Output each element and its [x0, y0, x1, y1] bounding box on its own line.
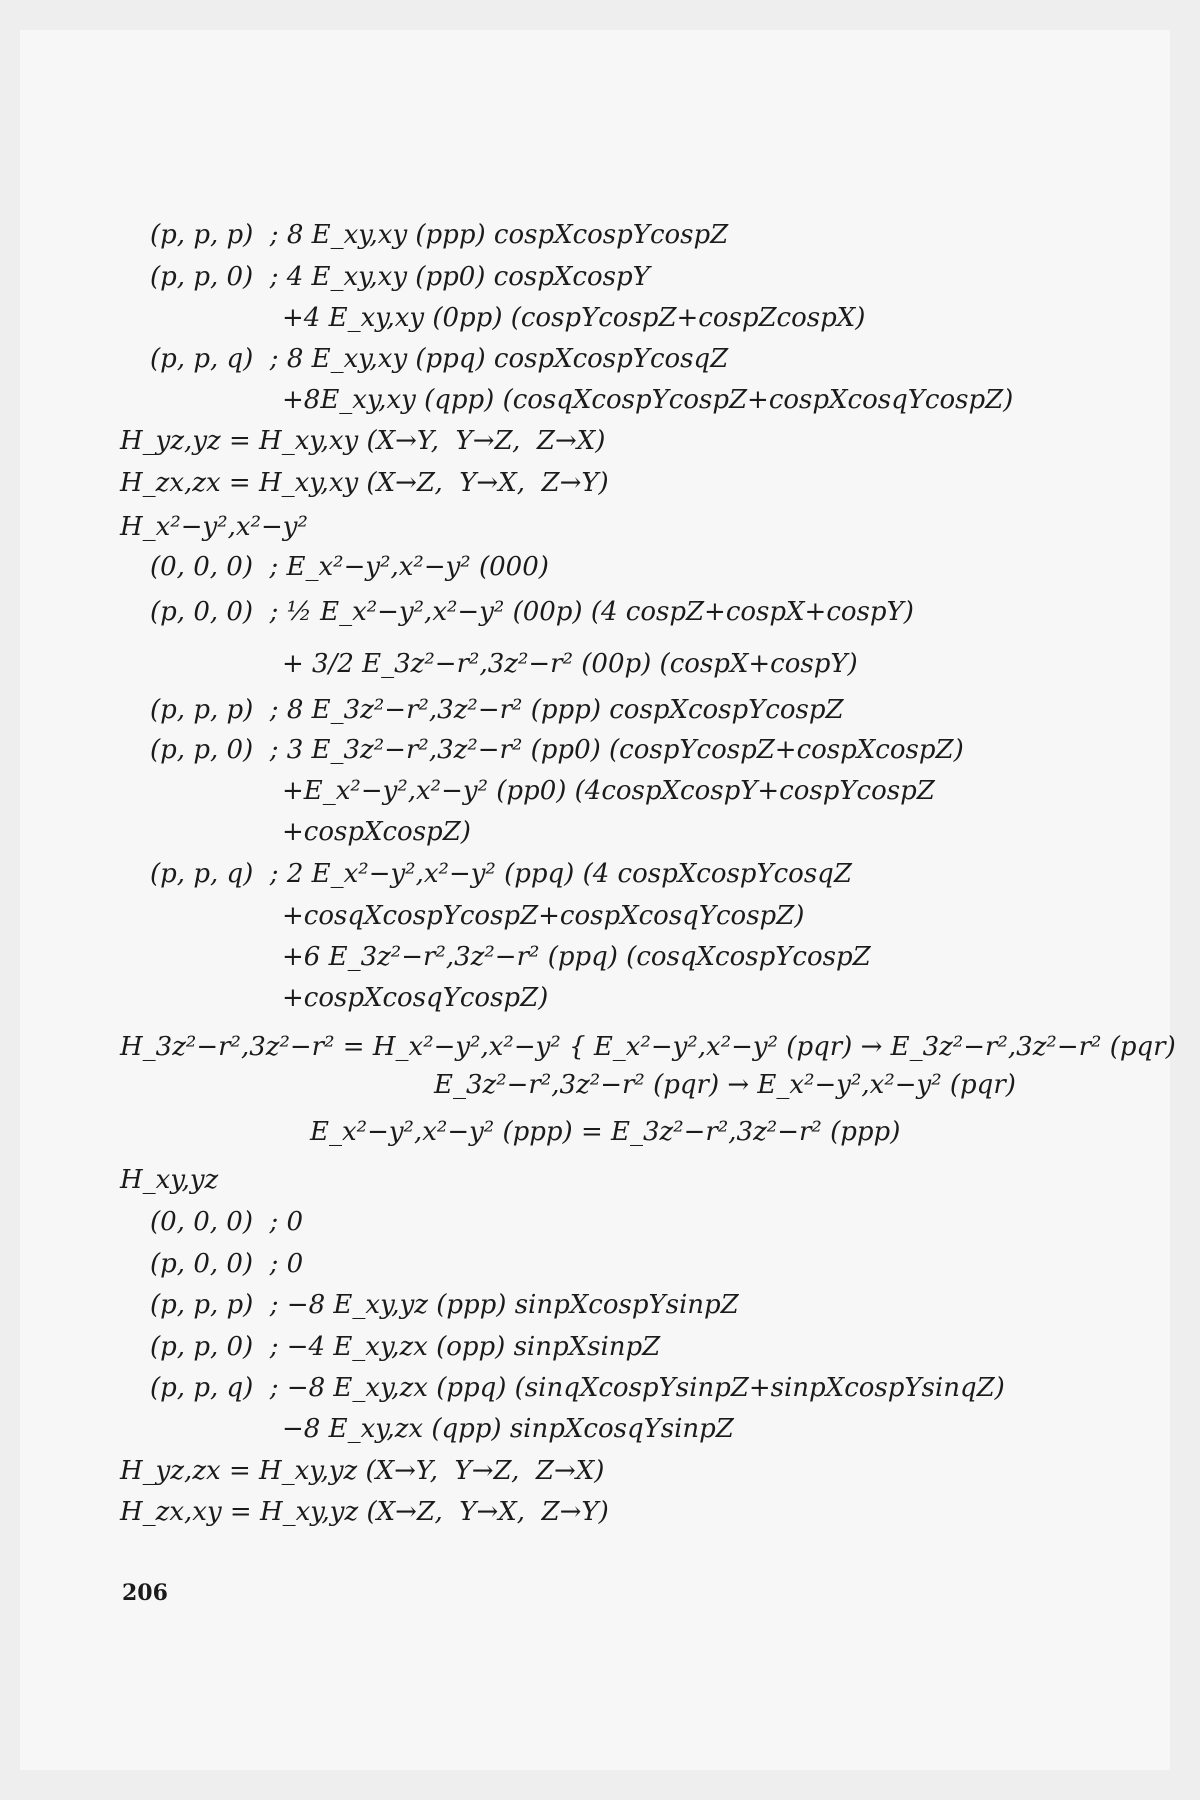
equation-line-18: +6 E_3z²−r²,3z²−r² (ppq) (cosqXcospYcospZ [282, 942, 871, 972]
equation-line-6: H_yz,yz = H_xy,xy (X→Y, Y→Z, Z→X) [120, 426, 606, 456]
equation-line-29: −8 E_xy,zx (qpp) sinpXcosqYsinpZ [282, 1414, 734, 1444]
equation-line-2: (p, p, 0) ; 4 E_xy,xy (pp0) cospXcospY [150, 262, 650, 292]
equation-line-26: (p, p, p) ; −8 E_xy,yz (ppp) sinpXcospYsinpZ [150, 1290, 739, 1320]
equation-line-12: (p, p, p) ; 8 E_3z²−r²,3z²−r² (ppp) cospXcospYcospZ [150, 695, 844, 725]
equation-line-7: H_zx,zx = H_xy,xy (X→Z, Y→X, Z→Y) [120, 468, 609, 498]
equation-line-24: (0, 0, 0) ; 0 [150, 1207, 304, 1237]
equation-line-20: H_3z²−r²,3z²−r² = H_x²−y²,x²−y² { E_x²−y²,x²−y² (pqr) → E_3z²−r²,3z²−r² (pqr) [120, 1032, 1176, 1062]
equation-line-31: H_zx,xy = H_xy,yz (X→Z, Y→X, Z→Y) [120, 1497, 609, 1527]
equation-line-30: H_yz,zx = H_xy,yz (X→Y, Y→Z, Z→X) [120, 1456, 605, 1486]
equation-line-11: + 3/2 E_3z²−r²,3z²−r² (00p) (cospX+cospY) [282, 649, 858, 679]
equation-line-19: +cospXcosqYcospZ) [282, 983, 549, 1013]
equation-line-25: (p, 0, 0) ; 0 [150, 1249, 304, 1279]
equation-line-13: (p, p, 0) ; 3 E_3z²−r²,3z²−r² (pp0) (cospYcospZ+cospXcospZ) [150, 735, 964, 765]
section-heading-2: H_xy,yz [120, 1165, 219, 1195]
equation-line-15: +cospXcospZ) [282, 817, 471, 847]
equation-line-4: (p, p, q) ; 8 E_xy,xy (ppq) cospXcospYcosqZ [150, 344, 729, 374]
equation-line-1: (p, p, p) ; 8 E_xy,xy (ppp) cospXcospYcospZ [150, 220, 729, 250]
equation-line-5: +8E_xy,xy (qpp) (cosqXcospYcospZ+cospXcosqYcospZ) [282, 385, 1014, 415]
equation-line-17: +cosqXcospYcospZ+cospXcosqYcospZ) [282, 901, 805, 931]
equation-line-22: E_x²−y²,x²−y² (ppp) = E_3z²−r²,3z²−r² (ppp) [310, 1117, 901, 1147]
equation-line-3: +4 E_xy,xy (0pp) (cospYcospZ+cospZcospX) [282, 303, 866, 333]
equation-line-14: +E_x²−y²,x²−y² (pp0) (4cospXcospY+cospYcospZ [282, 776, 935, 806]
book-page [20, 30, 1176, 1770]
equation-line-9: (0, 0, 0) ; E_x²−y²,x²−y² (000) [150, 552, 549, 582]
section-heading-1: H_x²−y²,x²−y² [120, 512, 308, 542]
equation-line-10: (p, 0, 0) ; ½ E_x²−y²,x²−y² (00p) (4 cospZ+cospX+cospY) [150, 597, 914, 627]
page-number: 206 [122, 1580, 168, 1606]
equation-line-27: (p, p, 0) ; −4 E_xy,zx (opp) sinpXsinpZ [150, 1332, 661, 1362]
equation-line-28: (p, p, q) ; −8 E_xy,zx (ppq) (sinqXcospYsinpZ+sinpXcospYsinqZ) [150, 1373, 1005, 1403]
equation-line-16: (p, p, q) ; 2 E_x²−y²,x²−y² (ppq) (4 cospXcospYcosqZ [150, 859, 852, 889]
equation-line-21: E_3z²−r²,3z²−r² (pqr) → E_x²−y²,x²−y² (pqr) [434, 1070, 1016, 1100]
